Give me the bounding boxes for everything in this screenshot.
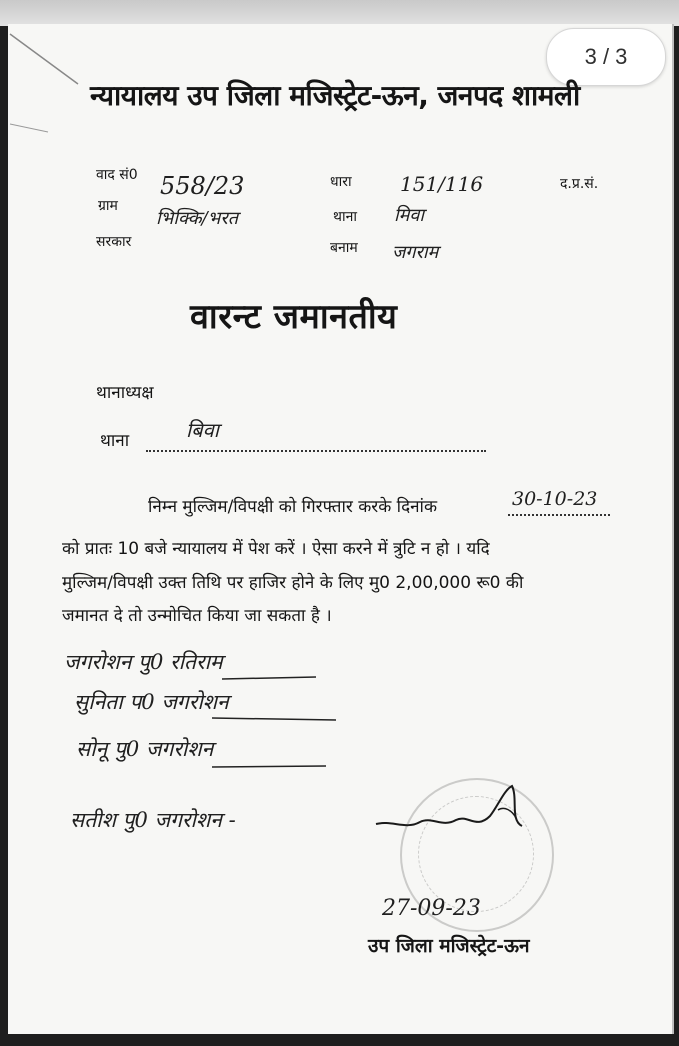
station-label: थाना [100, 431, 130, 451]
gram-value: भिक्कि/भरत [156, 208, 238, 229]
banam-label: बनाम [330, 240, 358, 256]
station-value: बिवा [186, 418, 219, 442]
body-line-1: निम्न मुल्जिम/विपक्षी को गिरफ्तार करके दिनांक [148, 497, 438, 517]
vad-label: वाद सं0 [96, 167, 138, 183]
appearance-date: 30-10-23 [512, 488, 598, 510]
page-fold-marks [8, 24, 88, 144]
banam-value: जगराम [392, 242, 439, 263]
court-title: न्यायालय उप जिला मजिस्ट्रेट-ऊन, जनपद शामली [90, 79, 580, 112]
top-strip [0, 0, 679, 26]
signature-date: 27-09-23 [382, 896, 481, 921]
dhara-label: धारा [330, 174, 352, 190]
signing-officer-designation: उप जिला मजिस्ट्रेट-ऊन [368, 935, 530, 957]
underline-stroke [220, 674, 320, 684]
sarkar-label: सरकार [96, 234, 132, 250]
underline-stroke [210, 762, 330, 772]
page-indicator-text: 3 / 3 [584, 44, 628, 69]
accused-name: सतीश पु0 जगरोशन - [70, 808, 236, 832]
underline-stroke [210, 714, 340, 724]
accused-name: सोनू पु0 जगरोशन [76, 737, 214, 761]
vad-value: 558/23 [160, 172, 245, 200]
body-line-3: मुल्जिम/विपक्षी उक्त तिथि पर हाजिर होने के लिए मु0 2,00,000 रू0 की [62, 573, 524, 593]
warrant-title: वारन्ट जमानतीय [190, 297, 398, 337]
signature [372, 780, 532, 850]
gram-label: ग्राम [98, 198, 118, 214]
body-line-4: जमानत दे तो उन्मोचित किया जा सकता है । [62, 606, 332, 626]
accused-name: सुनिता प0 जगरोशन [74, 690, 229, 714]
dhara-value: 151/116 [400, 172, 484, 196]
thana-value: मिवा [394, 205, 425, 226]
body-line-2: को प्रातः 10 बजे न्यायालय में पेश करें । ऐसा करने में त्रुटि न हो । यदि [62, 539, 490, 559]
accused-name: जगरोशन पु0 रतिराम [64, 650, 223, 674]
thana-label: थाना [333, 209, 357, 225]
dpr-label: द.प्र.सं. [560, 176, 599, 192]
addressee-label: थानाध्यक्ष [96, 383, 154, 403]
